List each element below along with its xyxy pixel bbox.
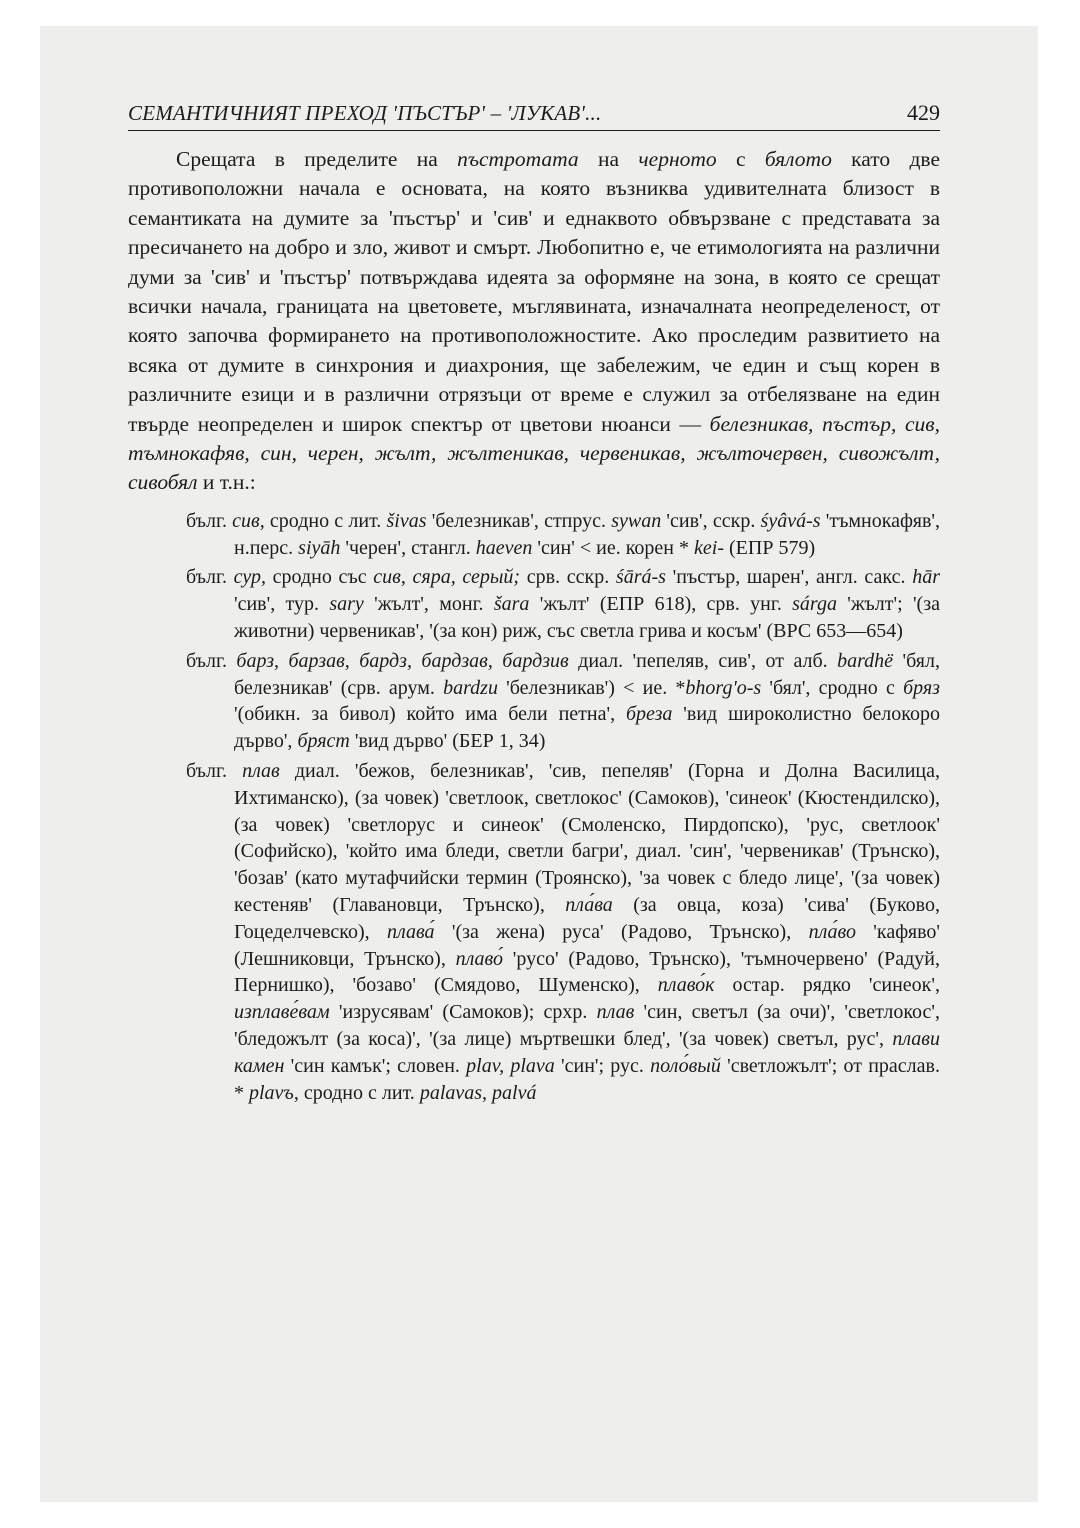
text-run: (за овца, коза) 'сива' (Буково, Гоцеделчевско), (234, 894, 940, 943)
italic-text-run: бялото (764, 147, 832, 171)
text-run: '(обикн. за бивол) който има бели петна', (234, 703, 626, 726)
italic-text-run: šivas (386, 509, 427, 532)
italic-text-run: плава́ (387, 920, 435, 943)
italic-text-run: sary (329, 593, 364, 616)
text-run: 'кафяво' (Лешниковци, Трънско), (234, 920, 941, 970)
italic-text-run: бряст (297, 730, 350, 753)
text-run: 'светложълт'; от праслав. * (234, 1054, 940, 1104)
text-run: 'изрусявам' (Самоков); срхр. (329, 1001, 597, 1024)
text-run: 'пъстър, шарен', англ. сакс. (665, 566, 913, 589)
text-run: 'тъмнокафяв', н.перс. (234, 509, 940, 559)
text-run: 'вид широколистно белокоро дърво', (234, 703, 940, 753)
text-run: 'белезникав') < ие. * (497, 676, 686, 699)
italic-text-run: бряз (903, 676, 940, 699)
italic-text-run: поло́вый (650, 1054, 721, 1077)
text-run: Срещата в пределите на (176, 147, 458, 171)
text-run: бълг. (186, 566, 234, 589)
text-run: 'вид дърво' (БЕР 1, 34) (349, 730, 546, 753)
text-run: 'русо' (Радово, Трънско), 'тъмночервено' (Радуй, Пернишко), 'бозаво' (Смядово, Шуменско), (234, 947, 941, 997)
text-run: (ЕПР 579) (724, 536, 816, 559)
text-run: , сродно с лит. (293, 1081, 420, 1104)
main-paragraph (128, 145, 940, 498)
text-run: с (716, 147, 765, 171)
text-run: сродно с лит. (264, 509, 387, 532)
italic-text-run: плав (596, 1001, 635, 1024)
text-run: 'сив', тур. (234, 593, 330, 616)
italic-text-run: плаво́ (455, 947, 503, 970)
book-page (128, 100, 940, 1109)
text-run: сродно със (265, 566, 374, 589)
italic-text-run: śārá-s (615, 566, 666, 589)
text-run: 'белезникав', стпрус. (426, 509, 612, 532)
text-run: '(за жена) руса' (Радово, Трънско), (434, 920, 809, 943)
italic-text-run: плав (242, 760, 280, 783)
italic-text-run: sywan (611, 509, 662, 532)
italic-text-run: hār (912, 566, 940, 589)
text-run: и т.н.: (197, 470, 256, 495)
entry-barz (186, 648, 940, 755)
text-run: 'черен', стангл. (340, 536, 476, 559)
text-run: като две противоположни начала е основата, на която възниква удивителната близост в семантиката на думите за 'пъстър' и 'сив' и еднаквото обвързване с представата за пресичането на добро и зло, живот и смърт. Любопитно е, че етимологията на различни думи за 'сив' и 'пъстър' потвърждава идеята за оформяне на зона, в която се срещат всички начала, границата на цветовете, мъглявината, изначалната неопределеност, от която започва формирането на противоположностите. Ако проследим развитието на всяка от думите в синхрония и диахрония, ще забележим, че един и същ корен в различните езици и в различни отрязъци от време е служил за отбелязване на един твърде неопределен и широк спектър от цветови нюанси — (128, 147, 940, 436)
italic-text-run: пла́во (808, 920, 856, 943)
text-run: бълг. (186, 760, 243, 783)
text-run: 'син'; рус. (554, 1054, 651, 1077)
text-run: диал. 'бежов, белезникав', 'сив, пепеляв' (Горна и Долна Василица, Ихтиманско), (за човек) 'светлоок, светлокос' (Самоков), 'синеок' (Кюстендилско), (за човек) 'светлорус и синеок' (Смоленско, Пирдопско), 'рус, светлоок' (Софийско), 'който има бледи, светли багри', диал. 'син', 'червеникав' (Трънско), 'бозав' (като мутафчийски термин (Троянско), 'за човек с бледо лице', '(за човек) кестеняв' (Главановци, Трънско), (234, 760, 940, 917)
text-run: 'жълт', монг. (363, 593, 494, 616)
italic-text-run: плаво́к (657, 974, 715, 997)
running-header (128, 100, 940, 131)
italic-text-run: sárga (792, 593, 837, 616)
italic-text-run: śyâvá-s (760, 509, 821, 532)
italic-text-run: bhorg'o-s (685, 676, 762, 699)
italic-text-run: пъстротата (457, 147, 579, 171)
italic-text-run: bardzu (443, 676, 498, 699)
etymology-entries (128, 508, 940, 1107)
text-run: 'жълт'; '(за животни) червеникав', '(за кон) риж, със светла грива и косъм' (ВРС 653—654) (234, 593, 940, 643)
text-run: диал. 'пепеляв, сив', от алб. (568, 649, 838, 672)
italic-text-run: пла́ва (565, 894, 613, 917)
italic-text-run: siyāh (298, 536, 341, 559)
text-run: на (578, 147, 639, 171)
italic-text-run: сив, сяра, серый; (373, 566, 521, 589)
italic-text-run: palavas, palvá (419, 1081, 537, 1104)
italic-text-run: kei- (694, 536, 724, 559)
text-run: 'син, светъл (за очи)', 'светлокос', 'бледожълт (за коса)', '(за лице) мъртвешки блед', '(за човек) светъл, рус', (234, 1001, 941, 1051)
text-run: 'жълт' (ЕПР 618), срв. унг. (529, 593, 793, 616)
italic-text-run: барз, барзав, бардз, бардзав, бардзив (236, 649, 569, 672)
italic-text-run: бреза (625, 703, 673, 726)
italic-text-run: plav, plava (466, 1054, 555, 1077)
text-run: бълг. (186, 509, 233, 532)
italic-text-run: haeven (475, 536, 533, 559)
italic-text-run: изплаве́вам (234, 1001, 330, 1024)
italic-text-run: белезникав, пъстър, сив, тъмнокафяв, син, черен, жълт, жълтеникав, червеникав, жълточервен, сивожълт, сивобял (128, 411, 940, 495)
text-run: бълг. (186, 649, 237, 672)
text-run: 'сив', сскр. (661, 509, 761, 532)
text-run: срв. сскр. (520, 566, 616, 589)
text-run: 'бял', сродно с (761, 676, 904, 699)
italic-text-run: плави камен (234, 1028, 940, 1077)
italic-text-run: šara (493, 593, 530, 616)
entry-siv (186, 508, 940, 562)
page-number: 429 (907, 100, 940, 125)
italic-text-run: сив, (232, 509, 265, 532)
italic-text-run: bardhë (837, 649, 894, 672)
entry-sur (186, 564, 940, 644)
entry-plav (186, 758, 940, 1106)
text-run: 'син камък'; словен. (284, 1054, 467, 1077)
italic-text-run: черното (638, 147, 717, 171)
running-title: СЕМАНТИЧНИЯТ ПРЕХОД 'ПЪСТЪР' – 'ЛУКАВ'... (128, 101, 602, 125)
text-run: остар. рядко 'синеок', (714, 974, 940, 997)
text-run: 'син' < ие. корен * (532, 536, 695, 559)
italic-text-run: plavъ (249, 1081, 294, 1104)
text-run: 'бял, белезникав' (срв. арум. (234, 649, 940, 699)
italic-text-run: сур, (233, 566, 266, 589)
page-body (128, 145, 940, 1106)
